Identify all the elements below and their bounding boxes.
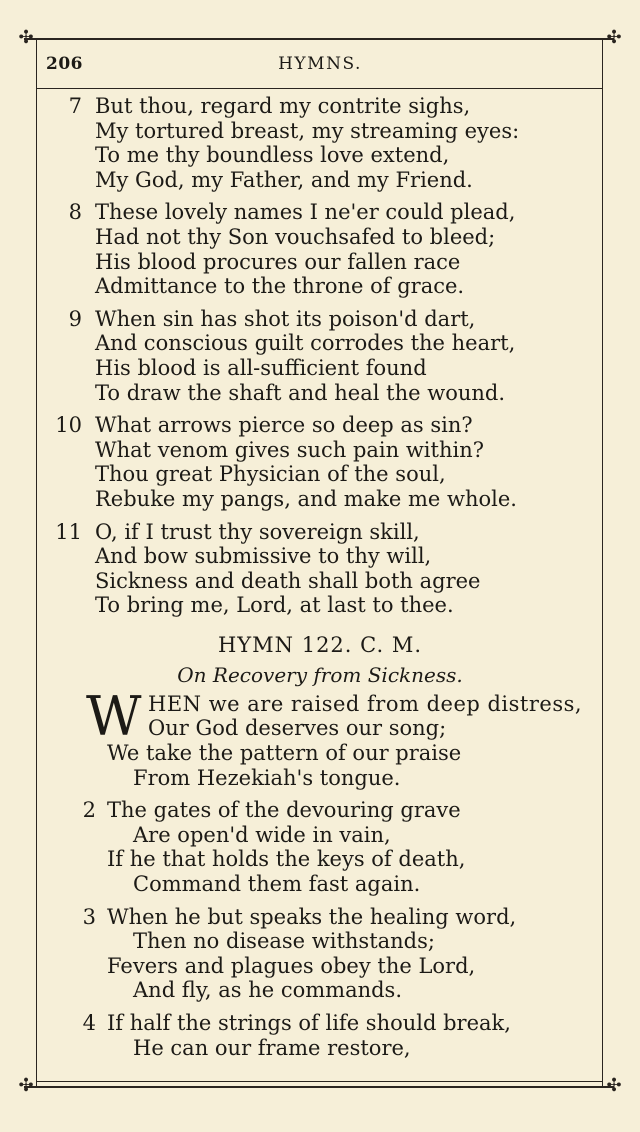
hymn-heading: HYMN 122. C. M. <box>217 632 422 657</box>
verse-line: His blood procures our fallen race <box>95 249 461 274</box>
stanza <box>0 307 640 405</box>
verse-line: To me thy boundless love extend, <box>95 143 450 168</box>
stanza <box>0 413 640 511</box>
verse-line: When he but speaks the healing word, <box>107 904 517 929</box>
page-content <box>0 94 640 1068</box>
verse-line: Rebuke my pangs, and make me whole. <box>95 486 517 511</box>
corner-ornament-icon: ✣ <box>18 1075 34 1096</box>
verse-line: Admittance to the throne of grace. <box>95 274 465 299</box>
verse-line: The gates of the devouring grave <box>107 798 461 823</box>
verse-line: To bring me, Lord, at last to thee. <box>95 593 454 618</box>
stanza <box>0 798 640 896</box>
corner-ornament-icon: ✣ <box>18 27 34 48</box>
bottom-inner-rule <box>36 1081 602 1082</box>
stanza-number: 9 <box>68 306 82 331</box>
stanza <box>0 520 640 618</box>
stanza-number: 11 <box>55 519 82 544</box>
verse-line: And bow submissive to thy will, <box>95 544 432 569</box>
verse-line: If he that holds the keys of death, <box>107 847 466 872</box>
stanza <box>0 905 640 1003</box>
hymn-subtitle: On Recovery from Sickness. <box>177 662 463 687</box>
stanza-number: 3 <box>82 904 96 929</box>
verse-line: These lovely names I ne'er could plead, <box>95 200 516 225</box>
verse-line: Are open'd wide in vain, <box>133 822 391 847</box>
verse-line: From Hezekiah's tongue. <box>133 765 401 790</box>
corner-ornament-icon: ✣ <box>606 1075 622 1096</box>
verse-line: Thou great Physician of the soul, <box>95 462 446 487</box>
hymn-121-continuation <box>0 94 640 618</box>
verse-line: To draw the shaft and heal the wound. <box>95 380 506 405</box>
verse-line: But thou, regard my contrite sighs, <box>95 94 471 118</box>
stanza <box>0 94 640 192</box>
verse-line: Command them fast again. <box>133 872 421 897</box>
verse-line: He can our frame restore, <box>133 1035 411 1060</box>
stanza-number: 4 <box>82 1011 96 1035</box>
bottom-border-rule <box>24 1086 614 1088</box>
verse-line: Then no disease withstands; <box>133 929 435 954</box>
stanza-number: 8 <box>68 200 82 225</box>
verse-line: We take the pattern of our praise <box>107 741 462 766</box>
verse-line: My God, my Father, and my Friend. <box>95 167 473 192</box>
hymn-122-body <box>0 684 640 1060</box>
running-title: HYMNS. <box>278 54 362 74</box>
verse-line: O, if I trust thy sovereign skill, <box>95 519 420 544</box>
verse-line: Fevers and plagues obey the Lord, <box>107 953 476 978</box>
page-number: 206 <box>46 54 83 74</box>
stanza <box>0 200 640 298</box>
stanza-number: 7 <box>68 94 82 118</box>
verse-line: And fly, as he commands. <box>133 978 403 1003</box>
verse-line: Had not thy Son vouchsafed to bleed; <box>95 224 496 249</box>
header-divider-rule <box>36 88 602 89</box>
stanza <box>0 1011 640 1060</box>
corner-ornament-icon: ✣ <box>606 27 622 48</box>
verse-line: And conscious guilt corrodes the heart, <box>95 331 516 356</box>
verse-line: His blood is all-sufficient found <box>95 355 427 380</box>
stanza <box>0 684 640 790</box>
verse-line: When sin has shot its poison'd dart, <box>95 306 476 331</box>
top-border-rule <box>24 38 614 40</box>
verse-line: Sickness and death shall both agree <box>95 568 481 593</box>
verse-line: Our God deserves our song; <box>148 716 447 741</box>
verse-line: My tortured breast, my streaming eyes: <box>95 118 520 143</box>
verse-line: HEN we are raised from deep distress, <box>148 691 583 716</box>
drop-cap: W <box>86 684 142 748</box>
verse-line: If half the strings of life should break, <box>107 1011 511 1035</box>
stanza-number: 10 <box>55 413 82 438</box>
verse-line: What venom gives such pain within? <box>95 437 484 462</box>
verse-line: What arrows pierce so deep as sin? <box>95 413 473 438</box>
stanza-number: 2 <box>82 798 96 823</box>
